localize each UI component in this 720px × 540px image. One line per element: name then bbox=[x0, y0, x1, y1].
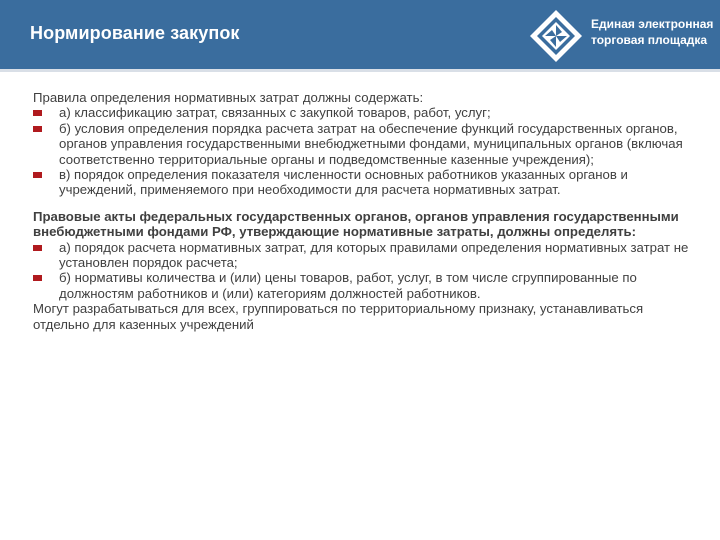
list-item bbox=[33, 270, 693, 301]
list-item-text: в) порядок определения показателя численности основных работников указанных органов и учреждений, применяемого при необходимости для расчета нормативных затрат. bbox=[59, 167, 628, 198]
bullet-icon bbox=[33, 172, 42, 178]
list-item bbox=[33, 105, 693, 120]
closing-paragraph: Могут разрабатываться для всех, группироваться по территориальному признаку, устанавливаться отдельно для казенных учреждений bbox=[33, 301, 644, 332]
page-title: Нормирование закупок bbox=[30, 23, 240, 43]
bullet-icon bbox=[33, 110, 42, 116]
list-item-text: б) нормативы количества и (или) цены товаров, работ, услуг, в том числе сгруппированные по должностям работников и (или) категориям должностей работников. bbox=[59, 270, 637, 301]
header-divider bbox=[0, 69, 720, 72]
brand-line-2: торговая площадка bbox=[591, 33, 708, 47]
section1-list bbox=[33, 105, 693, 197]
list-item-text: а) порядок расчета нормативных затрат, для которых правилами определения нормативных затрат не установлен порядок расчета; bbox=[59, 239, 689, 271]
section2-list bbox=[33, 240, 693, 302]
section2-heading: Правовые акты федеральных государственных органов, органов управления государственными внебюджетными фондами РФ, утверждающие нормативные затраты, должны определять: bbox=[33, 208, 679, 240]
list-item bbox=[33, 240, 693, 271]
slide-body bbox=[33, 90, 693, 332]
list-item-text: б) условия определения порядка расчета затрат на обеспечение функций государственных органов, органов управления государственными внебюджетными фондами, муниципальных органов (включая соответственно территориальные органы и подведомственные казенные учреждения); bbox=[59, 120, 683, 167]
etp-logo-icon bbox=[528, 8, 584, 64]
header-bar bbox=[0, 0, 720, 69]
bullet-icon bbox=[33, 126, 42, 132]
bullet-icon bbox=[33, 245, 42, 251]
list-item bbox=[33, 121, 693, 167]
bullet-icon bbox=[33, 275, 42, 281]
brand-line-1: Единая электронная bbox=[591, 17, 714, 31]
section1-heading: Правила определения нормативных затрат должны содержать: bbox=[33, 90, 424, 105]
list-item-text: а) классификацию затрат, связанных с закупкой товаров, работ, услуг; bbox=[59, 105, 491, 121]
brand-name bbox=[591, 16, 713, 48]
list-item bbox=[33, 167, 693, 198]
section-spacer bbox=[33, 198, 693, 209]
